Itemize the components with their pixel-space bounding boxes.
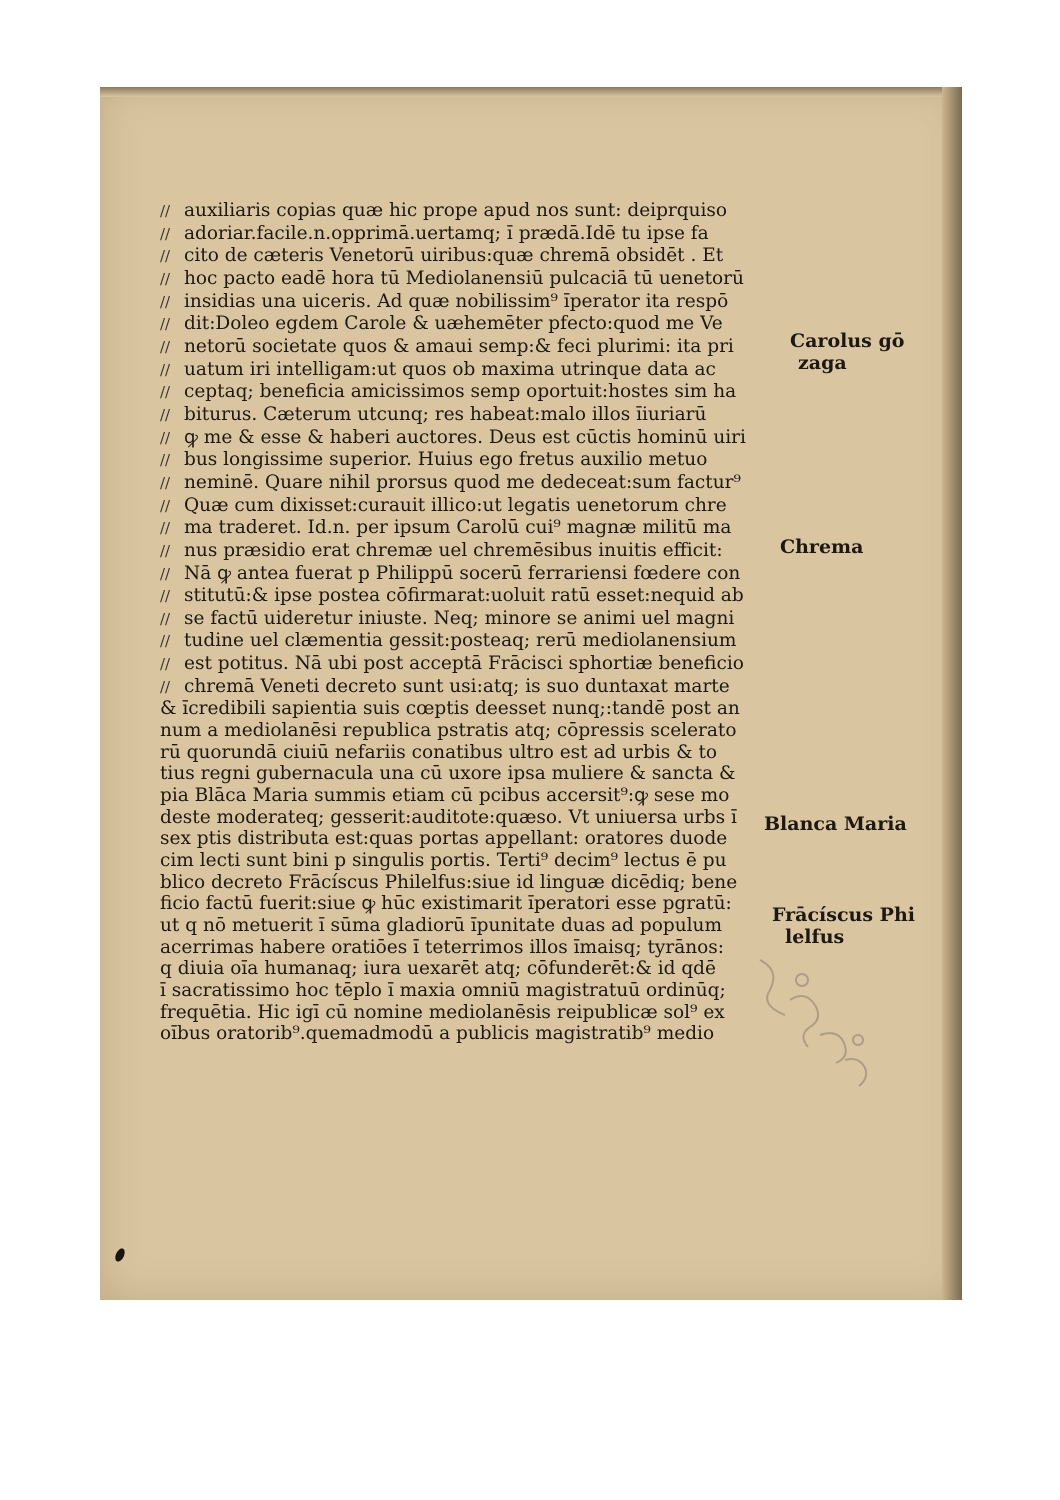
text-line [160, 1002, 785, 1024]
text-line [160, 915, 785, 937]
line-text: num a mediolanēsi republica pstratis atq; cōpressis scelerato [160, 720, 737, 742]
line-mark: // [160, 428, 171, 447]
line-text: ut q nō metuerit ı̄ sūma gladiorū ı̄punitate duas ad populum [160, 915, 722, 936]
line-mark: // [160, 202, 171, 220]
line-text: cim lecti sunt bini p singulis portis. Terti⁹ decim⁹ lectus ē pu [160, 850, 727, 872]
line-mark: // [160, 360, 171, 379]
text-line [160, 472, 785, 495]
margin-note-blanca-text: Blanca Maria [764, 813, 907, 835]
line-text: sex ptis distributa est:quas portas appellant: oratores duode [160, 828, 728, 850]
text-line [160, 268, 785, 291]
line-text: tudine uel clæmentia gessit:posteaq; rerū mediolanensium [184, 630, 737, 652]
line-text: ı̄ sacratissimo hoc tēplo ı̄ maxia omniū magistratuū ordinūq; [160, 979, 726, 1001]
text-line [160, 585, 785, 608]
line-text: ceptaq; beneficia amicissimos semp oportuit:hostes sim ha [184, 381, 737, 403]
text-line [160, 404, 785, 427]
text-line [160, 245, 785, 268]
text-line [160, 720, 785, 742]
page-top-edge [100, 87, 962, 97]
line-text: dit:Doleo egdem Carole & uæhemēter pfecto:quod me Ve [184, 313, 723, 335]
line-text: pia Blāca Maria summis etiam cū pcibus accersit⁹:ꝙ sese mo [160, 785, 730, 807]
line-text: uatum iri intelligam:ut quos ob maxima utrinque data ac [184, 358, 716, 380]
line-text: Quæ cum dixisset:curauit illico:ut legatis uenetorum chre [184, 494, 727, 516]
text-line [160, 785, 785, 807]
text-line [160, 893, 785, 915]
margin-note-blanca [764, 813, 907, 836]
text-line [160, 937, 785, 959]
line-text: ficio factū fuerit:siue ꝙ hūc existimarit ı̄peratori esse pgratū: [160, 893, 732, 915]
text-line [160, 359, 785, 382]
line-mark: // [160, 247, 171, 266]
line-text: blico decreto Frācíscus Philelfus:siue id linguæ dicēdiq; bene [160, 871, 738, 893]
line-text: frequētia. Hic igī cū nomine mediolanēsis reipublicæ sol⁹ ex [160, 1001, 725, 1023]
line-text: deste moderateq; gesserit:auditote:quæso. Vt uniuersa urbs ı̄ [160, 806, 737, 828]
line-text: adoriar.facile.n.opprimā.uertamq; ı̄ prædā.Idē tu ipse fa [184, 222, 709, 244]
text-line [160, 563, 785, 586]
line-mark: // [160, 496, 171, 515]
text-line [160, 313, 785, 336]
line-text: est potitus. Nā ubi post acceptā Frācisci sphortiæ beneficio [184, 653, 744, 675]
text-line [160, 850, 785, 872]
line-text: ma traderet. Id.n. per ipsum Carolū cui⁹ magnæ militū ma [184, 517, 732, 539]
text-line [160, 291, 785, 314]
text-line [160, 517, 785, 540]
text-line [160, 807, 785, 829]
line-text: insidias una uiceris. Ad quæ nobilissim⁹ ı̄perator ita respō [184, 290, 729, 312]
text-line [160, 540, 785, 563]
line-text: rū quorundā ciuiū nefariis conatibus ultro est ad urbis & to [160, 741, 718, 763]
margin-note-carolus [790, 330, 904, 353]
line-mark: // [160, 292, 171, 311]
text-line [160, 608, 785, 631]
line-text: acerrimas habere oratiōes ı̄ teterrimos illos ı̄maisq; tyrānos: [160, 936, 724, 958]
text-line [160, 1023, 785, 1045]
line-text: se factū uideretur iniuste. Neq; minore se animi uel magni [184, 607, 735, 629]
line-text: & ı̄credibili sapientia suis cœptis deesset nunq;:tandē post an [160, 698, 740, 720]
text-line [160, 427, 785, 450]
margin-note-franciscus-line1: Frācíscus Phi [772, 904, 915, 926]
text-line [160, 381, 785, 404]
main-text-block [160, 200, 785, 1045]
text-line [160, 828, 785, 850]
text-line [160, 872, 785, 894]
text-line [160, 742, 785, 764]
line-text: tius regni gubernacula una cū uxore ipsa muliere & sancta & [160, 763, 736, 785]
line-mark: // [160, 451, 171, 470]
line-text: netorū societate quos & amaui semp:& feci plurimi: ita pri [184, 335, 734, 357]
margin-note-chrema-text: Chrema [780, 536, 864, 558]
line-mark: // [160, 269, 171, 288]
line-text: stitutū:& ipse postea cōfirmarat:uoluit ratū esset:nequid ab [184, 585, 744, 607]
text-line [160, 958, 785, 980]
line-mark: // [160, 224, 171, 243]
line-mark: // [160, 337, 171, 356]
line-mark: // [160, 655, 171, 674]
text-line [160, 495, 785, 518]
line-mark: // [160, 587, 171, 606]
text-line [160, 676, 785, 699]
line-text: nus præsidio erat chremæ uel chremēsibus inuitis efficit: [184, 539, 723, 561]
page-right-edge [942, 87, 962, 1300]
line-text: Nā ꝙ antea fuerat p Philippū socerū ferrariensi fœdere con [184, 562, 741, 584]
line-text: hoc pacto eadē hora tū Mediolanensiū pulcaciā tū uenetorū [184, 267, 744, 289]
text-line [160, 763, 785, 785]
line-text: bus longissime superior. Huius ego fretus auxilio metuo [184, 449, 708, 471]
text-line [160, 449, 785, 472]
line-text: cito de cæteris Venetorū uiribus:quæ chremā obsidēt . Et [184, 245, 724, 267]
margin-note-carolus-line1: Carolus gō [790, 330, 905, 352]
text-line [160, 653, 785, 676]
text-line [160, 336, 785, 359]
line-mark: // [160, 564, 171, 583]
line-mark: // [160, 383, 171, 402]
line-mark: // [160, 473, 171, 492]
margin-note-carolus-line2: zaga [798, 352, 847, 374]
text-line [160, 200, 785, 223]
text-line [160, 980, 785, 1002]
margin-note-carolus-cont [798, 352, 847, 375]
line-mark: // [160, 519, 171, 538]
line-text: oı̄bus oratorib⁹.quemadmodū a publicis magistratib⁹ medio [160, 1023, 715, 1045]
line-mark: // [160, 405, 171, 424]
line-mark: // [160, 632, 171, 651]
line-mark: // [160, 609, 171, 628]
text-line [160, 698, 785, 720]
margin-note-franciscus [772, 904, 915, 927]
margin-note-franciscus-line2: lelfus [785, 926, 845, 948]
text-line [160, 630, 785, 653]
line-text: ꝙ me & esse & haberi auctores. Deus est cūctis hominū uiri [184, 426, 746, 448]
margin-note-chrema [780, 536, 863, 559]
line-mark: // [160, 541, 171, 560]
line-text: q diuia oı̄a humanaq; iura uexarēt atq; cōfunderēt:& id qdē [160, 958, 716, 980]
line-mark: // [160, 677, 171, 696]
line-text: neminē. Quare nihil prorsus quod me dedeceat:sum factur⁹ [184, 471, 741, 493]
margin-note-franciscus-cont [785, 926, 844, 949]
text-line [160, 223, 785, 246]
line-mark: // [160, 315, 171, 334]
line-text: chremā Veneti decreto sunt usi:atq; is suo duntaxat marte [184, 675, 730, 697]
line-text: auxiliaris copias quæ hic prope apud nos sunt: deiprquiso [184, 200, 728, 221]
line-text: biturus. Cæterum utcunq; res habeat:malo illos ı̄iuriarū [184, 403, 707, 425]
